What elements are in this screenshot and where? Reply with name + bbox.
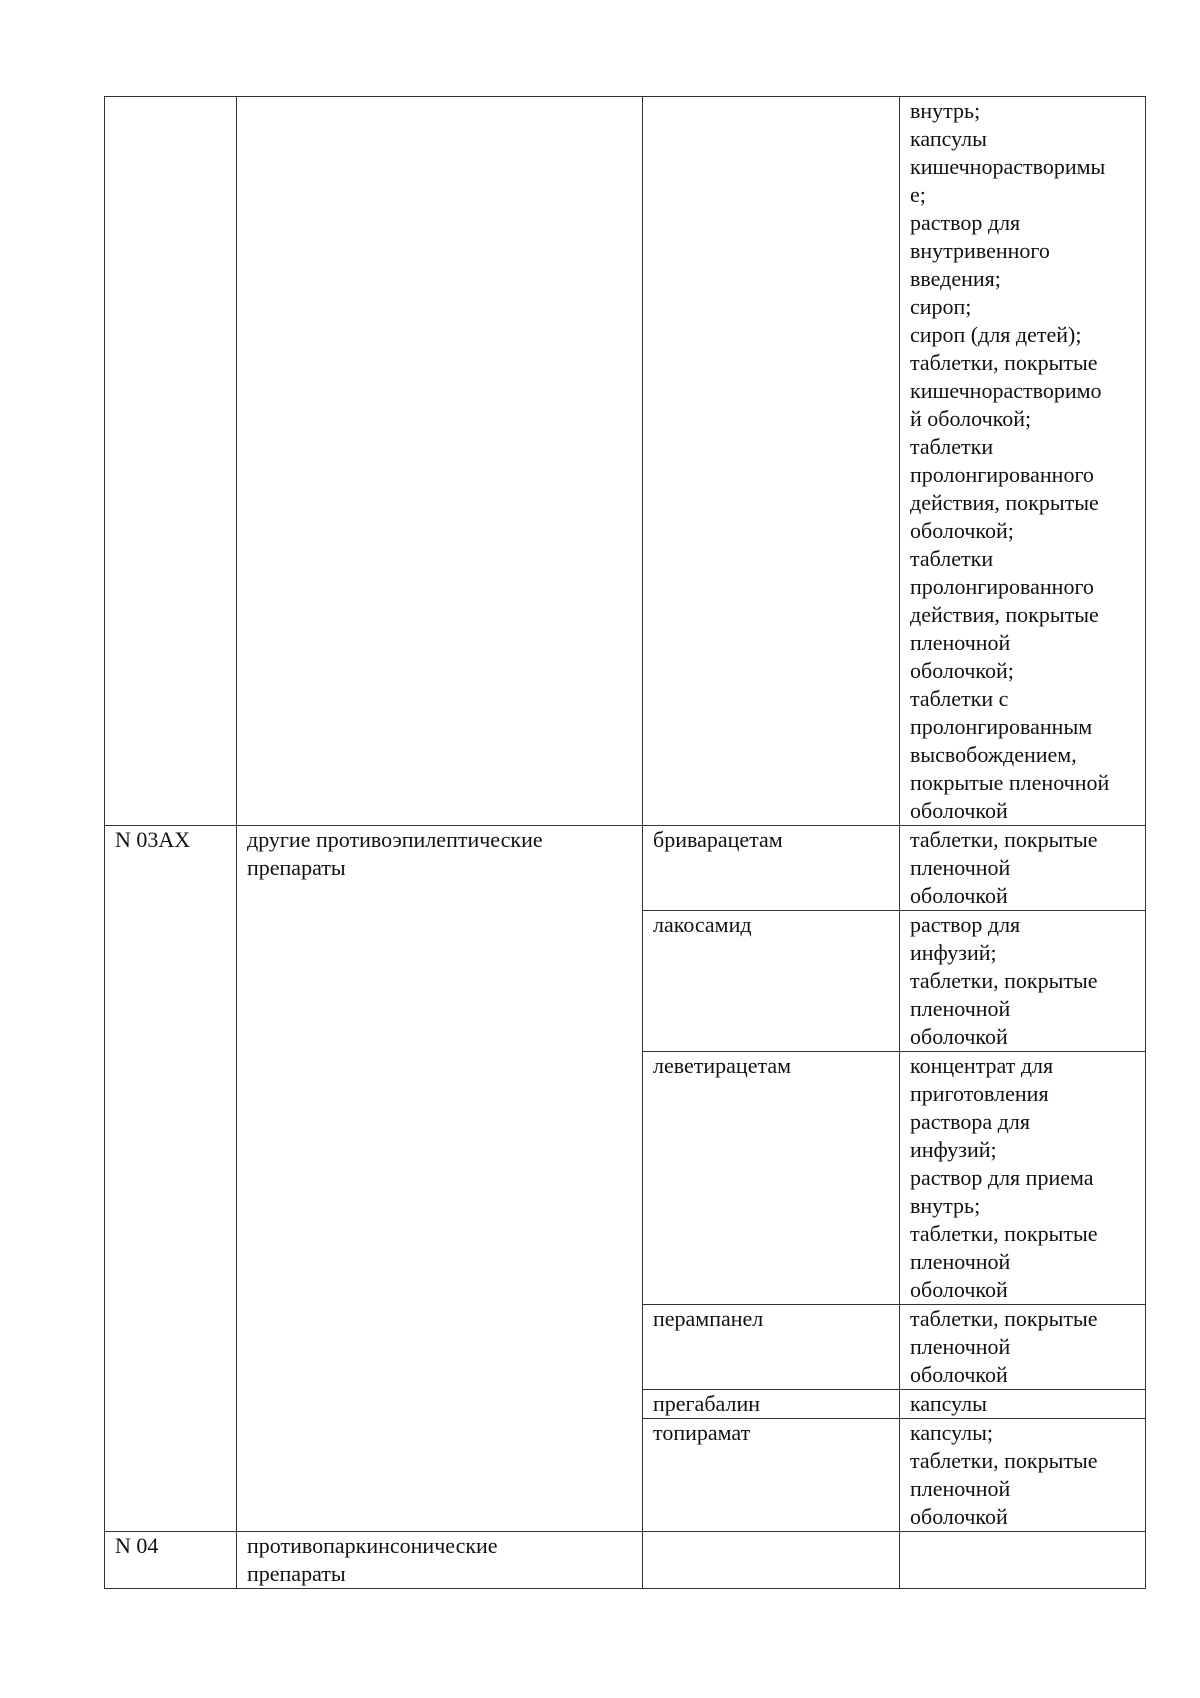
drug-list-table	[104, 96, 1146, 1589]
drug-name-cell: леветирацетам	[643, 1052, 900, 1305]
dosage-forms-cell: раствор для инфузий; таблетки, покрытые пленочной оболочкой	[900, 911, 1146, 1052]
dosage-forms-cell: капсулы	[900, 1390, 1146, 1419]
atc-code-cell: N 04	[105, 1532, 237, 1589]
dosage-forms-cell	[900, 1532, 1146, 1589]
group-name-cell: другие противоэпилептические препараты	[237, 826, 643, 1532]
drug-name-cell	[643, 1532, 900, 1589]
table-row	[105, 1532, 1146, 1589]
dosage-forms-cell: концентрат для приготовления раствора для инфузий; раствор для приема внутрь; таблетки, покрытые пленочной оболочкой	[900, 1052, 1146, 1305]
dosage-forms-cell: капсулы; таблетки, покрытые пленочной оболочкой	[900, 1419, 1146, 1532]
drug-name-cell	[643, 97, 900, 826]
atc-code-cell: N 03AX	[105, 826, 237, 1532]
dosage-forms-cell: внутрь; капсулы кишечнорастворимы е; раствор для внутривенного введения; сироп; сироп (для детей); таблетки, покрытые кишечнорастворимо й оболочкой; таблетки пролонгированного действия, покрытые оболочкой; таблетки пролонгированного действия, покрытые пленочной оболочкой; таблетки с пролонгированным высвобождением, покрытые пленочной оболочкой	[900, 97, 1146, 826]
table-row	[105, 97, 1146, 826]
dosage-forms-cell: таблетки, покрытые пленочной оболочкой	[900, 826, 1146, 911]
group-name-cell	[237, 97, 643, 826]
drug-name-cell: перампанел	[643, 1305, 900, 1390]
drug-name-cell: лакосамид	[643, 911, 900, 1052]
drug-name-cell: топирамат	[643, 1419, 900, 1532]
dosage-forms-cell: таблетки, покрытые пленочной оболочкой	[900, 1305, 1146, 1390]
group-name-cell: противопаркинсонические препараты	[237, 1532, 643, 1589]
drug-name-cell: бриварацетам	[643, 826, 900, 911]
drug-name-cell: прегабалин	[643, 1390, 900, 1419]
table-row	[105, 826, 1146, 911]
atc-code-cell	[105, 97, 237, 826]
